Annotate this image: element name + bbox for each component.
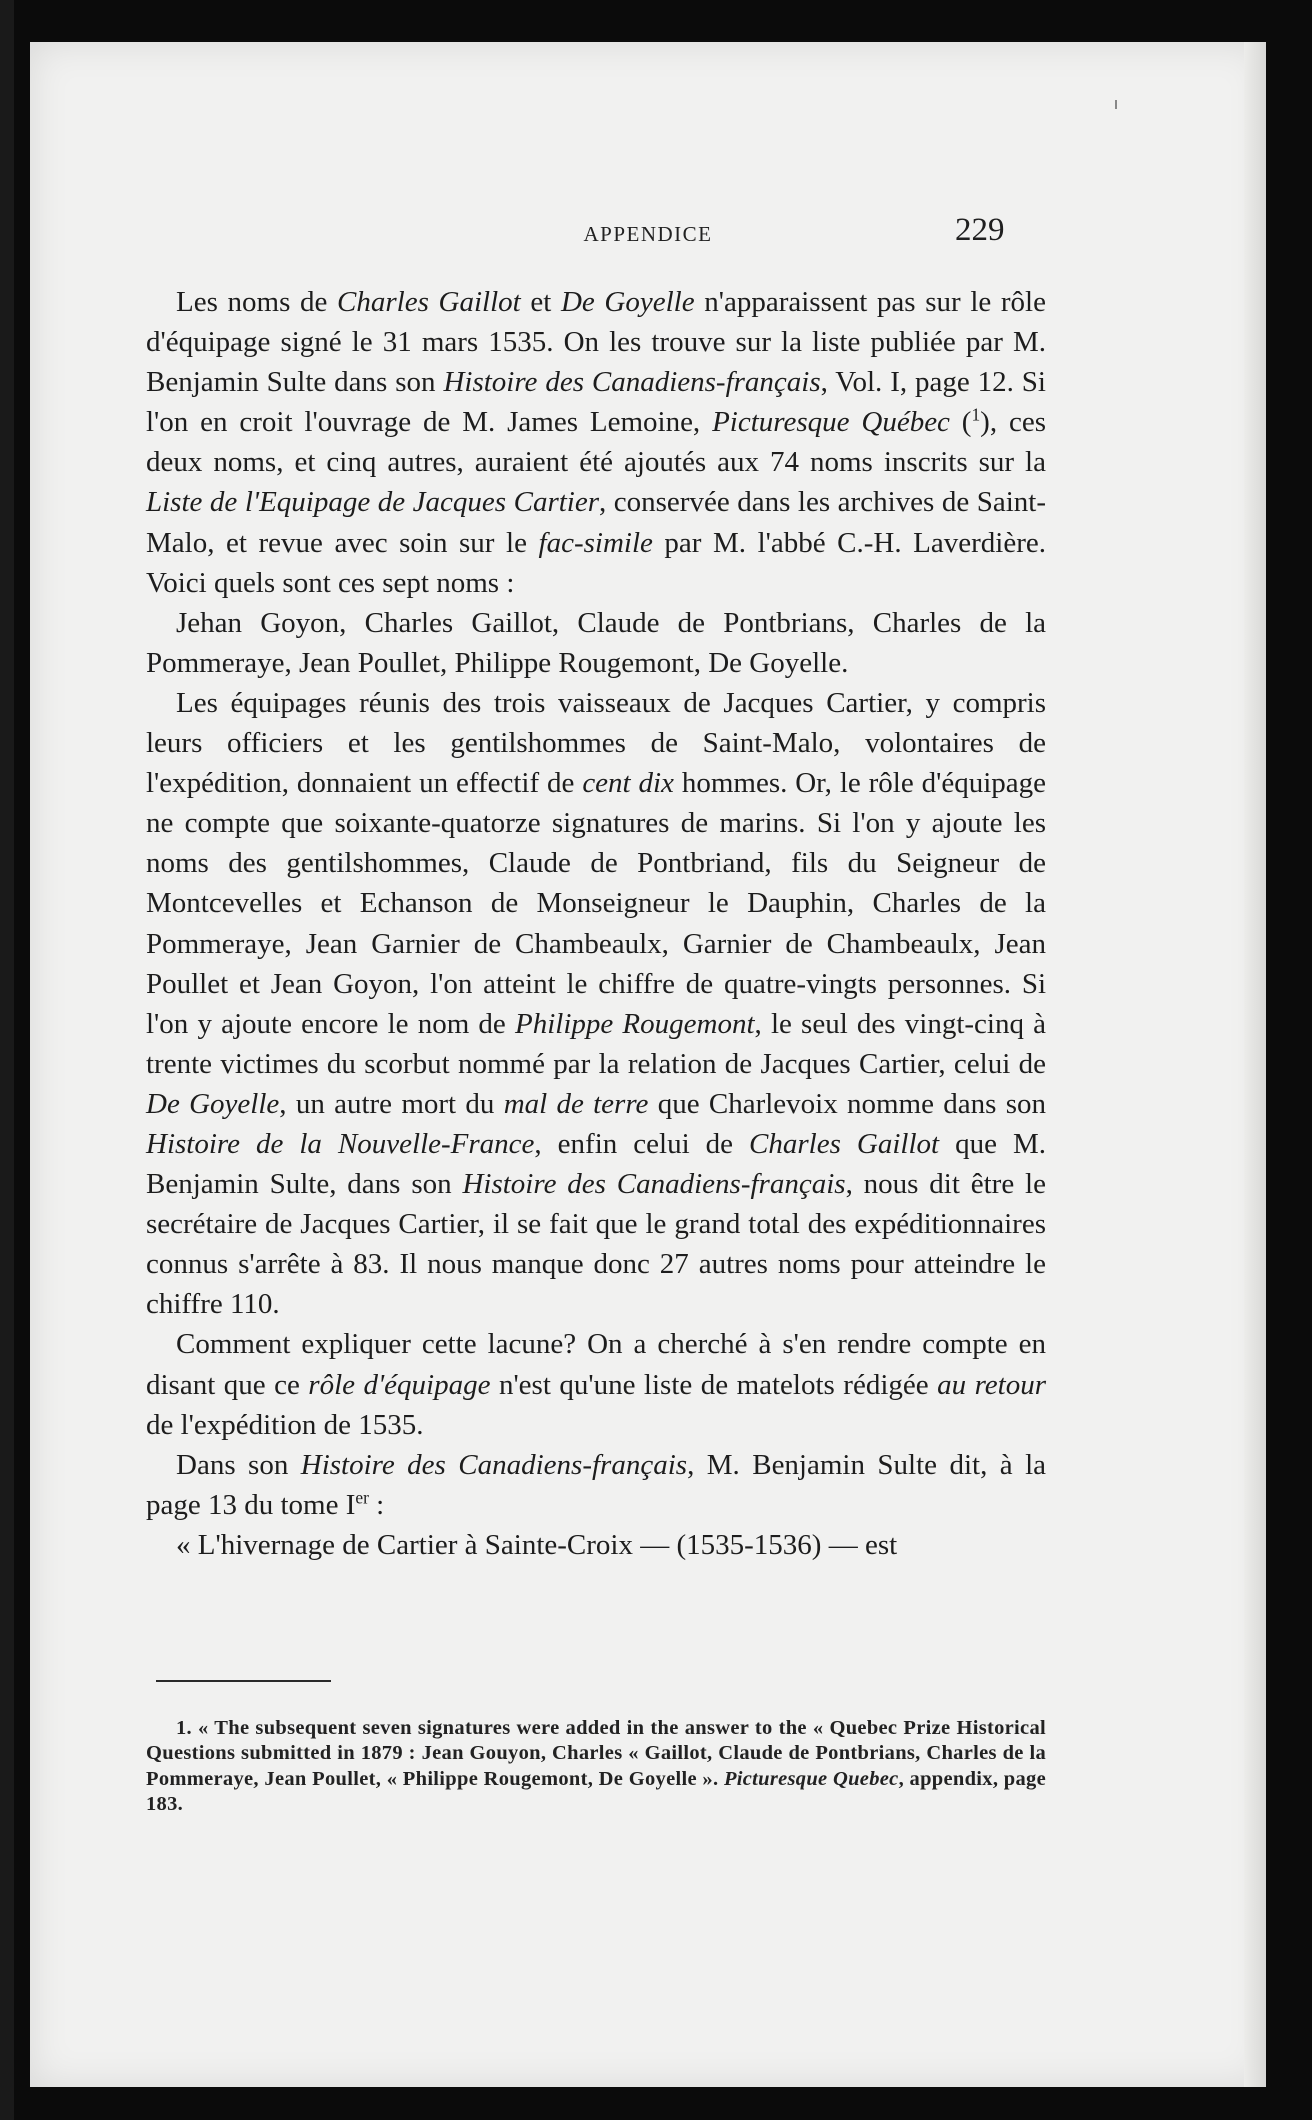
- text-run: n'apparaissent pas sur le rôle d'équipage signé le 31 mars 1535. On les trouve sur la liste publiée par M. Benjamin Sulte dans son: [146, 286, 1046, 399]
- text-run: , M. Benjamin Sulte dit, à la page 13 du tome I: [146, 1448, 1046, 1521]
- paragraph-6-quote: « L'hivernage de Cartier à Sainte-Croix — (1535-1536) — est: [176, 1528, 898, 1561]
- italic-run: au retour: [937, 1368, 1046, 1401]
- scan-speck: [1115, 100, 1117, 109]
- paragraph-3: [146, 683, 1046, 1325]
- book-page: [30, 42, 1266, 2087]
- italic-run: Charles Gaillot: [749, 1127, 940, 1160]
- italic-run: Picturesque Quebec: [723, 1767, 899, 1790]
- italic-run: Histoire des Canadiens-français: [462, 1168, 846, 1201]
- italic-run: Liste de l'Equipage de Jacques Cartier: [146, 486, 599, 519]
- text-run: n'est qu'une liste de matelots rédigée: [490, 1368, 938, 1401]
- italic-run: cent dix: [582, 767, 674, 800]
- text-run: Les noms de: [176, 286, 338, 318]
- text-run: Comment expliquer cette lacune? On a cherché à s'en rendre compte en disant que ce: [146, 1328, 1046, 1401]
- italic-run: Picturesque Québec: [712, 406, 950, 439]
- italic-run: De Goyelle: [146, 1087, 280, 1120]
- text-run: que M. Benjamin Sulte, dans son: [146, 1127, 1046, 1201]
- text-run: , Vol. I, page 12. Si l'on en croit l'ouvrage de M. James Lemoine,: [146, 366, 1046, 439]
- text-run: Les équipages réunis des trois vaisseaux de Jacques Cartier, y compris leurs officiers et les gentilshommes de Saint-Malo, volontaires de l'expédition, donnaient un effectif de: [146, 686, 1046, 800]
- italic-run: De Goyelle: [560, 286, 695, 318]
- paragraph-2: Jehan Goyon, Charles Gaillot, Claude de Pontbrians, Charles de la Pommeraye, Jean Poullet, Philippe Rougemont, De Goyelle.: [146, 606, 1046, 679]
- page-header: [30, 180, 1266, 248]
- italic-run: mal de terre: [503, 1087, 649, 1120]
- text-run: 1. « The subsequent seven signatures were added in the answer to the « Quebec Prize Historical Questions submitted in 1879 : Jean Gouyon, Charles « Gaillot, Claude de Pontbrians, Charles de la Pommeraye, Jean Poullet, « Philippe Rougemont, De Goyelle ».: [146, 1717, 1046, 1790]
- italic-run: Histoire des Canadiens-français: [443, 366, 821, 399]
- italic-run: Histoire de la Nouvelle-France: [146, 1127, 535, 1160]
- text-run: et: [520, 286, 561, 318]
- text-run: , enfin celui de: [534, 1127, 750, 1160]
- body-text: [146, 282, 1046, 1565]
- superscript: er: [355, 1487, 369, 1508]
- italic-run: Philippe Rougemont: [514, 1007, 755, 1040]
- italic-run: rôle d'équipage: [308, 1368, 491, 1401]
- italic-run: Charles Gaillot: [337, 286, 521, 318]
- text-run: , un autre mort du: [279, 1087, 504, 1120]
- page-number: 229: [955, 212, 1005, 248]
- text-run: Dans son: [176, 1448, 301, 1481]
- footnote: [146, 1716, 1046, 1818]
- text-run: de l'expédition de 1535.: [146, 1408, 424, 1441]
- text-run: (: [949, 406, 972, 439]
- text-run: , conservée dans les archives de Saint-Malo, et revue avec soin sur le: [146, 486, 1046, 559]
- text-run: , le seul des vingt-cinq à trente victimes du scorbut nommé par la relation de Jacques Cartier, celui de: [146, 1007, 1047, 1080]
- italic-run: fac-simile: [538, 526, 653, 559]
- footnote-marker: 1: [971, 404, 981, 425]
- text-run: :: [368, 1488, 385, 1521]
- italic-run: Histoire des Canadiens-français: [300, 1448, 688, 1481]
- paragraph-5: [146, 1445, 1046, 1525]
- text-run: ), ces deux noms, et cinq autres, auraient été ajoutés aux 74 noms inscrits sur la: [146, 406, 1046, 479]
- text-run: , appendix, page 183.: [146, 1767, 1047, 1816]
- paragraph-1: [146, 282, 1046, 603]
- scan-left-edge: [0, 0, 14, 2120]
- footnote-rule: [156, 1680, 331, 1682]
- paragraph-4: [146, 1324, 1046, 1444]
- page-edge-shadow: [1244, 42, 1266, 2087]
- text-run: , nous dit être le secrétaire de Jacques Cartier, il se fait que le grand total des expéditionnaires connus s'arrête à 83. Il nous manque donc 27 autres noms pour atteindre le chiffre 110.: [146, 1168, 1046, 1321]
- running-head: APPENDICE: [583, 222, 713, 246]
- text-run: hommes. Or, le rôle d'équipage ne compte que soixante-quatorze signatures de marins. Si l'on y ajoute les noms des gentilshommes, Claude de Pontbriand, fils du Seigneur de Montcevelles et Echanson de Monseigneur le Dauphin, Charles de la Pommeraye, Jean Garnier de Chambeaulx, Garnier de Chambeaulx, Jean Poullet et Jean Goyon, l'on atteint le chiffre de quatre-vingts personnes. Si l'on y ajoute encore le nom de: [146, 767, 1047, 1040]
- text-run: par M. l'abbé C.-H. Laverdière. Voici quels sont ces sept noms :: [146, 526, 1047, 599]
- text-run: que Charlevoix nomme dans son: [648, 1087, 1046, 1120]
